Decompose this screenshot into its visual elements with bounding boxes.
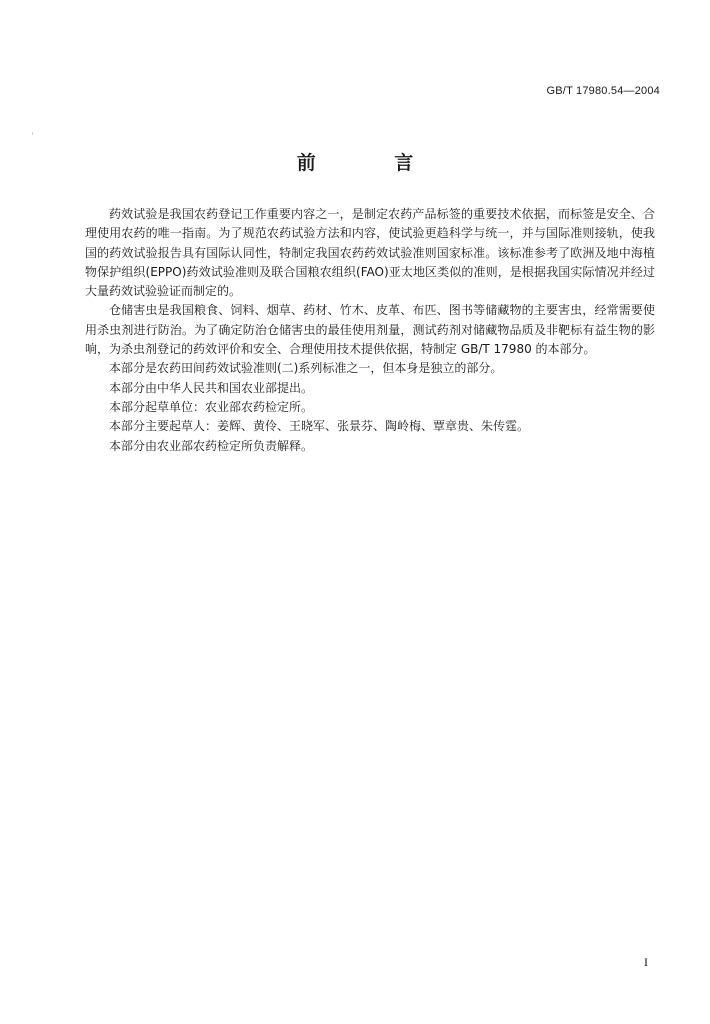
paragraph: 本部分是农药田间药效试验准则(二)系列标准之一，但本身是独立的部分。 — [109, 361, 503, 376]
page-title: 前 言 — [296, 152, 450, 174]
paragraph: 仓储害虫是我国粮食、饲料、烟草、药材、竹木、皮革、布匹、图书等储藏物的主要害虫，经常需要使用杀虫剂进行防治。为了确定防治仓储害虫的最佳使用剂量，测试药剂对储藏物品质及非靶标有益生物的影响，为杀虫剂登记的药效评价和安全、合理使用技术提供依据，特制定 GB/T 17980 的本部分。 — [85, 303, 655, 357]
page-number: I — [644, 955, 648, 969]
paragraph: 本部分由农业部农药检定所负责解释。 — [109, 438, 314, 453]
paragraph: 本部分主要起草人：姜辉、黄伶、王晓军、张景芬、陶岭梅、覃章贵、朱传霆。 — [109, 419, 530, 434]
paragraph: 本部分起草单位：农业部农药检定所。 — [109, 399, 314, 414]
paragraph: 药效试验是我国农药登记工作重要内容之一，是制定农药产品标签的重要技术依据，而标签是安全、合理使用农药的唯一指南。为了规范农药试验方法和内容，使试验更趋科学与统一，并与国际准则接轨，使我国的药效试验报告具有国际认同性，特制定我国农药药效试验准则国家标准。该标准参考了欧洲及地中海植物保护组织(EPPO)药效试验准则及联合国粮农组织(FAO)亚太地区类似的准则，是根据我国实际情况并经过大量药效试验验证而制定的。 — [85, 207, 655, 299]
foreword-body — [85, 205, 655, 456]
paragraph: 本部分由中华人民共和国农业部提出。 — [109, 380, 314, 395]
scan-mark — [32, 132, 33, 135]
standard-code: GB/T 17980.54—2004 — [546, 85, 660, 97]
